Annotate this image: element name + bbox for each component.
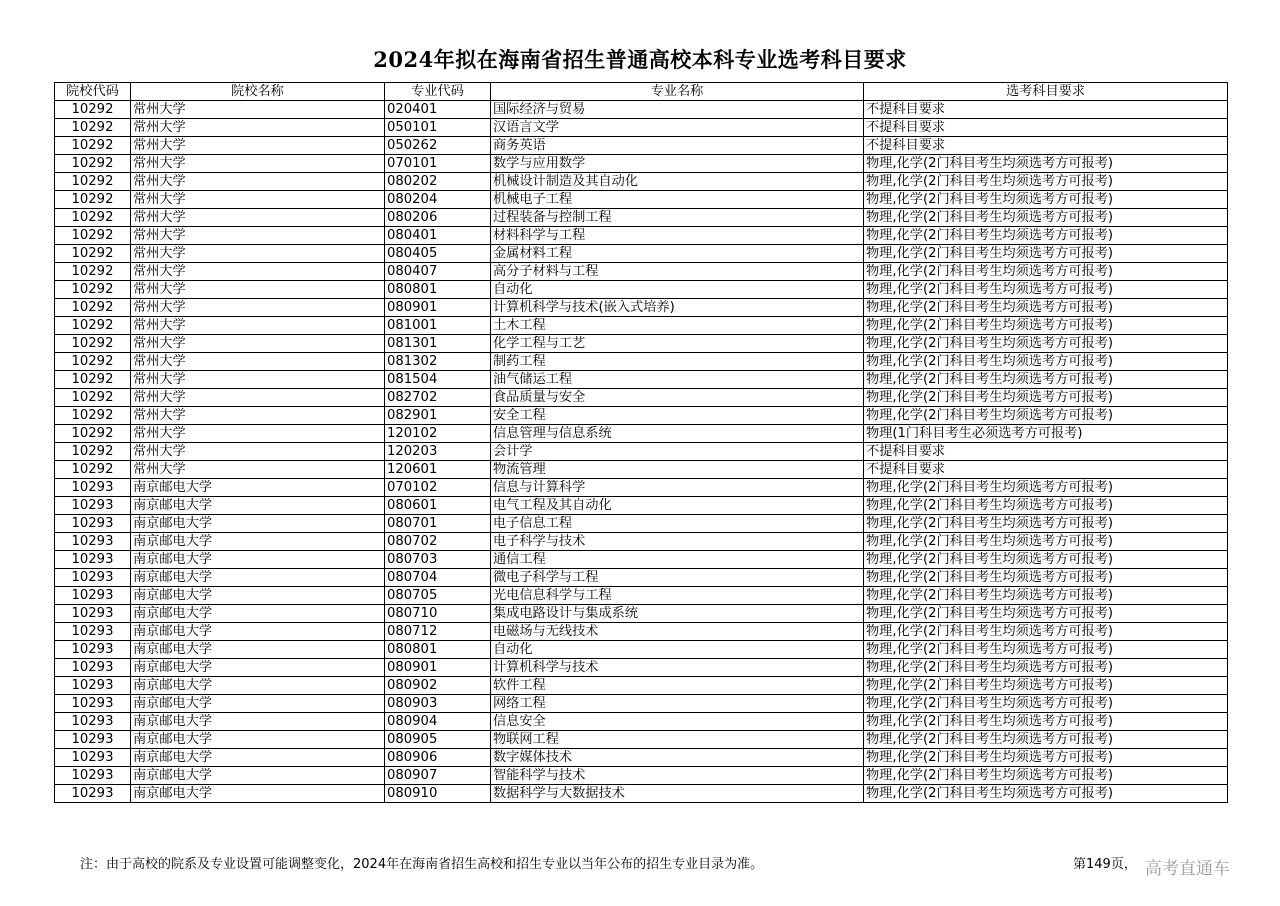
cell-major-name: 机械设计制造及其自动化	[491, 173, 864, 191]
cell-school-name: 常州大学	[131, 335, 385, 353]
cell-school-name: 常州大学	[131, 155, 385, 173]
cell-school-code: 10292	[55, 425, 131, 443]
cell-subject-requirement: 物理,化学(2门科目考生均须选考方可报考)	[864, 479, 1228, 497]
cell-subject-requirement: 物理,化学(2门科目考生均须选考方可报考)	[864, 209, 1228, 227]
table-row	[55, 101, 1228, 119]
cell-school-code: 10292	[55, 209, 131, 227]
header-school-name: 院校名称	[131, 83, 385, 101]
cell-school-code: 10293	[55, 605, 131, 623]
cell-major-name: 数字媒体技术	[491, 749, 864, 767]
cell-school-name: 常州大学	[131, 461, 385, 479]
cell-subject-requirement: 物理,化学(2门科目考生均须选考方可报考)	[864, 299, 1228, 317]
cell-major-code: 081302	[385, 353, 491, 371]
cell-major-code: 070101	[385, 155, 491, 173]
cell-subject-requirement: 物理,化学(2门科目考生均须选考方可报考)	[864, 749, 1228, 767]
cell-major-code: 082901	[385, 407, 491, 425]
table-row	[55, 641, 1228, 659]
table-row	[55, 731, 1228, 749]
table-row	[55, 767, 1228, 785]
cell-major-name: 过程装备与控制工程	[491, 209, 864, 227]
cell-major-name: 计算机科学与技术(嵌入式培养)	[491, 299, 864, 317]
cell-major-name: 数学与应用数学	[491, 155, 864, 173]
cell-major-name: 电气工程及其自动化	[491, 497, 864, 515]
cell-school-code: 10293	[55, 497, 131, 515]
cell-school-name: 常州大学	[131, 263, 385, 281]
cell-major-code: 080903	[385, 695, 491, 713]
cell-school-code: 10293	[55, 785, 131, 803]
cell-subject-requirement: 物理(1门科目考生必须选考方可报考)	[864, 425, 1228, 443]
cell-school-name: 常州大学	[131, 353, 385, 371]
cell-school-name: 南京邮电大学	[131, 623, 385, 641]
subject-requirements-table	[54, 82, 1228, 803]
cell-school-code: 10293	[55, 767, 131, 785]
cell-major-name: 智能科学与技术	[491, 767, 864, 785]
table-row	[55, 785, 1228, 803]
table-row	[55, 119, 1228, 137]
table-row	[55, 407, 1228, 425]
document-title: 2024年拟在海南省招生普通高校本科专业选考科目要求	[373, 47, 907, 72]
table-row	[55, 587, 1228, 605]
cell-major-name: 软件工程	[491, 677, 864, 695]
cell-school-code: 10293	[55, 587, 131, 605]
cell-school-name: 南京邮电大学	[131, 713, 385, 731]
cell-subject-requirement: 物理,化学(2门科目考生均须选考方可报考)	[864, 713, 1228, 731]
header-school-code: 院校代码	[55, 83, 131, 101]
cell-subject-requirement: 物理,化学(2门科目考生均须选考方可报考)	[864, 281, 1228, 299]
table-row	[55, 695, 1228, 713]
cell-subject-requirement: 物理,化学(2门科目考生均须选考方可报考)	[864, 695, 1228, 713]
cell-school-name: 南京邮电大学	[131, 479, 385, 497]
cell-major-code: 081301	[385, 335, 491, 353]
cell-school-code: 10293	[55, 677, 131, 695]
cell-major-code: 080702	[385, 533, 491, 551]
table-row	[55, 551, 1228, 569]
cell-major-name: 光电信息科学与工程	[491, 587, 864, 605]
cell-major-code: 081001	[385, 317, 491, 335]
cell-major-code: 080710	[385, 605, 491, 623]
cell-school-code: 10292	[55, 155, 131, 173]
cell-school-name: 南京邮电大学	[131, 515, 385, 533]
cell-school-code: 10293	[55, 551, 131, 569]
cell-major-name: 土木工程	[491, 317, 864, 335]
cell-subject-requirement: 物理,化学(2门科目考生均须选考方可报考)	[864, 389, 1228, 407]
cell-major-code: 080206	[385, 209, 491, 227]
cell-school-code: 10292	[55, 137, 131, 155]
cell-school-code: 10293	[55, 749, 131, 767]
cell-school-code: 10292	[55, 245, 131, 263]
cell-major-name: 商务英语	[491, 137, 864, 155]
table-row	[55, 623, 1228, 641]
cell-major-name: 油气储运工程	[491, 371, 864, 389]
cell-subject-requirement: 物理,化学(2门科目考生均须选考方可报考)	[864, 353, 1228, 371]
cell-school-name: 南京邮电大学	[131, 497, 385, 515]
cell-major-name: 安全工程	[491, 407, 864, 425]
cell-school-code: 10293	[55, 569, 131, 587]
cell-school-code: 10292	[55, 299, 131, 317]
table-row	[55, 263, 1228, 281]
cell-major-code: 080901	[385, 659, 491, 677]
cell-major-name: 物流管理	[491, 461, 864, 479]
cell-school-code: 10293	[55, 731, 131, 749]
table-row	[55, 335, 1228, 353]
cell-subject-requirement: 物理,化学(2门科目考生均须选考方可报考)	[864, 335, 1228, 353]
cell-major-name: 机械电子工程	[491, 191, 864, 209]
table-row	[55, 317, 1228, 335]
cell-major-code: 080401	[385, 227, 491, 245]
cell-school-name: 常州大学	[131, 281, 385, 299]
cell-subject-requirement: 物理,化学(2门科目考生均须选考方可报考)	[864, 227, 1228, 245]
cell-school-name: 常州大学	[131, 119, 385, 137]
cell-major-code: 050262	[385, 137, 491, 155]
cell-major-code: 020401	[385, 101, 491, 119]
cell-major-name: 会计学	[491, 443, 864, 461]
cell-school-code: 10292	[55, 173, 131, 191]
cell-school-name: 南京邮电大学	[131, 731, 385, 749]
cell-subject-requirement: 物理,化学(2门科目考生均须选考方可报考)	[864, 623, 1228, 641]
cell-major-code: 080907	[385, 767, 491, 785]
cell-major-name: 高分子材料与工程	[491, 263, 864, 281]
cell-subject-requirement: 物理,化学(2门科目考生均须选考方可报考)	[864, 515, 1228, 533]
cell-subject-requirement: 物理,化学(2门科目考生均须选考方可报考)	[864, 551, 1228, 569]
cell-school-code: 10292	[55, 407, 131, 425]
cell-school-name: 南京邮电大学	[131, 749, 385, 767]
table-row	[55, 659, 1228, 677]
cell-school-name: 常州大学	[131, 443, 385, 461]
table-row	[55, 569, 1228, 587]
cell-school-name: 南京邮电大学	[131, 785, 385, 803]
cell-major-name: 微电子科学与工程	[491, 569, 864, 587]
cell-major-name: 电子信息工程	[491, 515, 864, 533]
cell-subject-requirement: 物理,化学(2门科目考生均须选考方可报考)	[864, 245, 1228, 263]
cell-major-name: 自动化	[491, 641, 864, 659]
cell-subject-requirement: 物理,化学(2门科目考生均须选考方可报考)	[864, 155, 1228, 173]
cell-subject-requirement: 物理,化学(2门科目考生均须选考方可报考)	[864, 731, 1228, 749]
cell-school-code: 10293	[55, 641, 131, 659]
header-subject-requirement: 选考科目要求	[864, 83, 1228, 101]
cell-subject-requirement: 物理,化学(2门科目考生均须选考方可报考)	[864, 317, 1228, 335]
cell-major-name: 计算机科学与技术	[491, 659, 864, 677]
cell-major-name: 汉语言文学	[491, 119, 864, 137]
table-body	[55, 101, 1228, 803]
cell-major-name: 信息管理与信息系统	[491, 425, 864, 443]
cell-school-name: 常州大学	[131, 137, 385, 155]
cell-major-name: 材料科学与工程	[491, 227, 864, 245]
table-row	[55, 497, 1228, 515]
table-row	[55, 245, 1228, 263]
cell-major-name: 化学工程与工艺	[491, 335, 864, 353]
cell-subject-requirement: 不提科目要求	[864, 461, 1228, 479]
cell-school-name: 常州大学	[131, 245, 385, 263]
cell-major-code: 080801	[385, 641, 491, 659]
cell-subject-requirement: 物理,化学(2门科目考生均须选考方可报考)	[864, 497, 1228, 515]
cell-subject-requirement: 不提科目要求	[864, 101, 1228, 119]
table-row	[55, 155, 1228, 173]
cell-major-name: 数据科学与大数据技术	[491, 785, 864, 803]
table-row	[55, 677, 1228, 695]
cell-school-code: 10292	[55, 389, 131, 407]
cell-major-code: 080906	[385, 749, 491, 767]
cell-major-code: 080910	[385, 785, 491, 803]
cell-subject-requirement: 物理,化学(2门科目考生均须选考方可报考)	[864, 371, 1228, 389]
cell-major-name: 电磁场与无线技术	[491, 623, 864, 641]
cell-school-name: 南京邮电大学	[131, 677, 385, 695]
cell-subject-requirement: 物理,化学(2门科目考生均须选考方可报考)	[864, 659, 1228, 677]
cell-school-name: 南京邮电大学	[131, 767, 385, 785]
table-row	[55, 191, 1228, 209]
cell-major-code: 081504	[385, 371, 491, 389]
cell-school-code: 10292	[55, 101, 131, 119]
cell-school-code: 10293	[55, 479, 131, 497]
cell-school-name: 常州大学	[131, 173, 385, 191]
cell-major-name: 国际经济与贸易	[491, 101, 864, 119]
table-row	[55, 209, 1228, 227]
cell-school-code: 10292	[55, 281, 131, 299]
cell-major-code: 080712	[385, 623, 491, 641]
cell-school-name: 常州大学	[131, 371, 385, 389]
cell-school-name: 南京邮电大学	[131, 641, 385, 659]
table-row	[55, 353, 1228, 371]
cell-school-code: 10292	[55, 119, 131, 137]
cell-subject-requirement: 物理,化学(2门科目考生均须选考方可报考)	[864, 533, 1228, 551]
cell-major-code: 080202	[385, 173, 491, 191]
cell-subject-requirement: 物理,化学(2门科目考生均须选考方可报考)	[864, 767, 1228, 785]
cell-major-code: 080905	[385, 731, 491, 749]
cell-school-name: 南京邮电大学	[131, 533, 385, 551]
cell-major-code: 080704	[385, 569, 491, 587]
cell-school-name: 南京邮电大学	[131, 695, 385, 713]
cell-subject-requirement: 物理,化学(2门科目考生均须选考方可报考)	[864, 605, 1228, 623]
cell-school-name: 南京邮电大学	[131, 605, 385, 623]
table-row	[55, 425, 1228, 443]
cell-school-code: 10293	[55, 623, 131, 641]
table-row	[55, 137, 1228, 155]
cell-school-name: 常州大学	[131, 389, 385, 407]
table-row	[55, 713, 1228, 731]
table-row	[55, 299, 1228, 317]
table-row	[55, 533, 1228, 551]
table-row	[55, 605, 1228, 623]
cell-subject-requirement: 不提科目要求	[864, 137, 1228, 155]
cell-school-name: 常州大学	[131, 407, 385, 425]
cell-major-code: 080705	[385, 587, 491, 605]
cell-subject-requirement: 物理,化学(2门科目考生均须选考方可报考)	[864, 263, 1228, 281]
cell-major-name: 通信工程	[491, 551, 864, 569]
cell-school-code: 10292	[55, 227, 131, 245]
cell-school-code: 10292	[55, 353, 131, 371]
cell-school-name: 常州大学	[131, 317, 385, 335]
cell-major-code: 080204	[385, 191, 491, 209]
cell-school-code: 10292	[55, 317, 131, 335]
cell-school-name: 南京邮电大学	[131, 659, 385, 677]
table-row	[55, 173, 1228, 191]
cell-subject-requirement: 物理,化学(2门科目考生均须选考方可报考)	[864, 569, 1228, 587]
cell-major-code: 080703	[385, 551, 491, 569]
cell-school-name: 南京邮电大学	[131, 569, 385, 587]
cell-major-code: 070102	[385, 479, 491, 497]
cell-subject-requirement: 物理,化学(2门科目考生均须选考方可报考)	[864, 173, 1228, 191]
watermark-text: 高考直通车	[1145, 859, 1230, 879]
cell-subject-requirement: 不提科目要求	[864, 443, 1228, 461]
table-row	[55, 443, 1228, 461]
cell-school-code: 10293	[55, 659, 131, 677]
cell-major-name: 食品质量与安全	[491, 389, 864, 407]
cell-major-code: 080407	[385, 263, 491, 281]
cell-major-name: 电子科学与技术	[491, 533, 864, 551]
cell-major-name: 制药工程	[491, 353, 864, 371]
cell-school-code: 10292	[55, 335, 131, 353]
cell-major-code: 080701	[385, 515, 491, 533]
cell-major-code: 080801	[385, 281, 491, 299]
header-major-code: 专业代码	[385, 83, 491, 101]
cell-school-name: 常州大学	[131, 227, 385, 245]
cell-major-code: 050101	[385, 119, 491, 137]
cell-subject-requirement: 物理,化学(2门科目考生均须选考方可报考)	[864, 407, 1228, 425]
cell-school-code: 10293	[55, 713, 131, 731]
cell-school-name: 常州大学	[131, 299, 385, 317]
header-major-name: 专业名称	[491, 83, 864, 101]
table-row	[55, 749, 1228, 767]
cell-school-code: 10292	[55, 263, 131, 281]
cell-major-code: 080601	[385, 497, 491, 515]
cell-major-name: 网络工程	[491, 695, 864, 713]
cell-school-code: 10292	[55, 371, 131, 389]
table-row	[55, 281, 1228, 299]
cell-school-code: 10292	[55, 461, 131, 479]
cell-school-code: 10293	[55, 695, 131, 713]
cell-school-name: 常州大学	[131, 425, 385, 443]
cell-major-name: 信息安全	[491, 713, 864, 731]
cell-school-name: 常州大学	[131, 209, 385, 227]
cell-subject-requirement: 物理,化学(2门科目考生均须选考方可报考)	[864, 191, 1228, 209]
cell-major-code: 120102	[385, 425, 491, 443]
cell-major-name: 集成电路设计与集成系统	[491, 605, 864, 623]
cell-major-code: 120203	[385, 443, 491, 461]
cell-school-code: 10293	[55, 515, 131, 533]
footer-note: 注：由于高校的院系及专业设置可能调整变化，2024年在海南省招生高校和招生专业以当年公布的招生专业目录为准。	[80, 857, 764, 872]
table-row	[55, 515, 1228, 533]
cell-school-name: 南京邮电大学	[131, 551, 385, 569]
cell-major-code: 080902	[385, 677, 491, 695]
cell-major-code: 120601	[385, 461, 491, 479]
cell-major-name: 物联网工程	[491, 731, 864, 749]
table-header-row	[55, 83, 1228, 101]
cell-school-name: 常州大学	[131, 191, 385, 209]
cell-major-name: 金属材料工程	[491, 245, 864, 263]
page-number: 第149页，	[1073, 857, 1137, 872]
cell-school-name: 常州大学	[131, 101, 385, 119]
cell-subject-requirement: 物理,化学(2门科目考生均须选考方可报考)	[864, 785, 1228, 803]
table-row	[55, 371, 1228, 389]
cell-subject-requirement: 物理,化学(2门科目考生均须选考方可报考)	[864, 677, 1228, 695]
cell-subject-requirement: 物理,化学(2门科目考生均须选考方可报考)	[864, 587, 1228, 605]
table-row	[55, 227, 1228, 245]
cell-major-code: 080904	[385, 713, 491, 731]
table-row	[55, 461, 1228, 479]
cell-major-code: 082702	[385, 389, 491, 407]
cell-school-name: 南京邮电大学	[131, 587, 385, 605]
cell-school-code: 10292	[55, 191, 131, 209]
cell-major-name: 信息与计算科学	[491, 479, 864, 497]
cell-school-code: 10293	[55, 533, 131, 551]
cell-major-name: 自动化	[491, 281, 864, 299]
cell-subject-requirement: 物理,化学(2门科目考生均须选考方可报考)	[864, 641, 1228, 659]
cell-school-code: 10292	[55, 443, 131, 461]
table-row	[55, 479, 1228, 497]
cell-major-code: 080405	[385, 245, 491, 263]
cell-major-code: 080901	[385, 299, 491, 317]
table-row	[55, 389, 1228, 407]
cell-subject-requirement: 不提科目要求	[864, 119, 1228, 137]
